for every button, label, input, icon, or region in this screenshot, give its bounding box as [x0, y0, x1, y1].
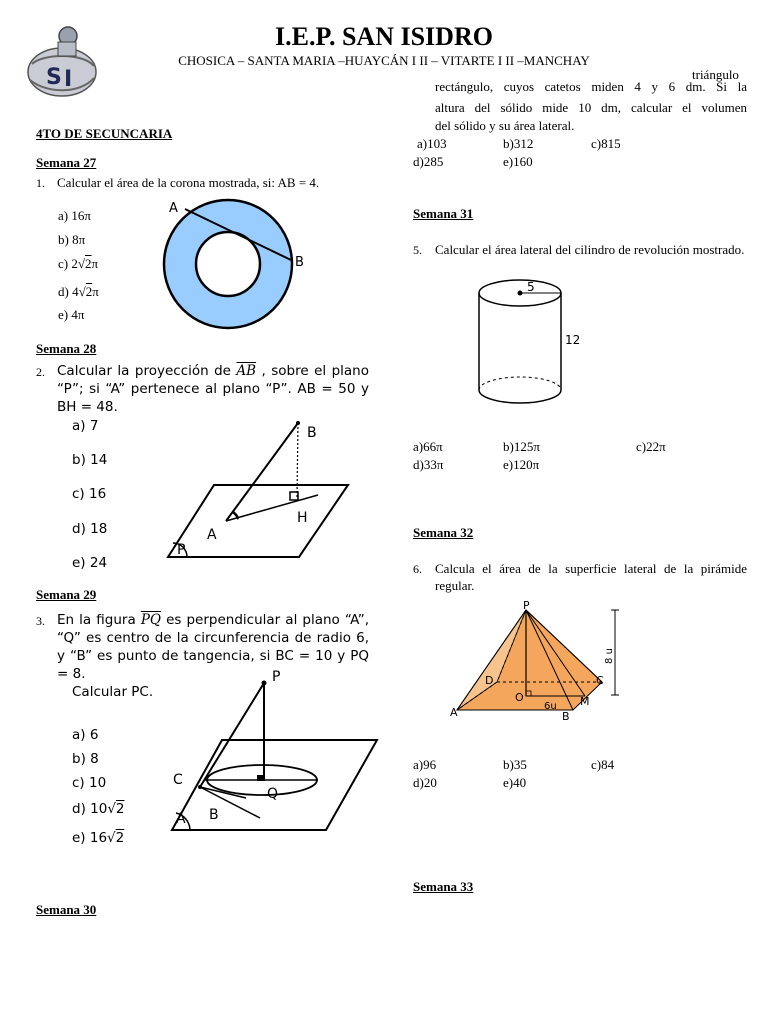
option-a: a)103 [417, 136, 447, 151]
question-3-text: En la figura $\overline{PQ}$ es perpendicular al plano “A”, “Q” es centro de la circunferencia de radio 6, y “B” es punto de tangencia, si BC = 10 y PQ = 8. [57, 612, 370, 682]
option-c: c)84 [591, 757, 615, 772]
option-b: b) 8π [58, 232, 86, 247]
label-radius: 5 [527, 280, 535, 294]
option-b: b)125π [503, 439, 540, 454]
option-c: c)22π [636, 439, 666, 454]
label-c: C [596, 674, 604, 687]
question-number: 5. [413, 243, 422, 257]
label-o: O [515, 691, 524, 704]
heading-semana-29: Semana 29 [36, 587, 97, 602]
label-c: C [173, 772, 183, 788]
projection-figure [165, 418, 355, 563]
question-6-text: Calcula el área de la superficie lateral de la pirámide regular. [435, 561, 747, 593]
option-a: a) 6 [72, 727, 99, 743]
label-8u: 8 u [604, 648, 615, 664]
inner-circle [196, 232, 260, 296]
option-d: d) 10√2 [72, 801, 125, 817]
option-d: d) 18 [72, 521, 108, 537]
option-b: b)35 [503, 757, 527, 772]
segment-pc [200, 683, 264, 787]
svg-text:S: S [46, 65, 62, 90]
label-a: A [176, 811, 186, 827]
option-a: a)66π [413, 439, 443, 454]
label-6u: 6u [544, 701, 557, 712]
heading-semana-31: Semana 31 [413, 206, 474, 221]
question-3-calc: Calcular PC. [72, 684, 154, 700]
option-b: b) 8 [72, 751, 99, 767]
option-d: d)33π [413, 457, 444, 472]
label-a: A [169, 201, 178, 216]
grade-heading: 4TO DE SECUNCARIA [36, 126, 173, 141]
option-d: d) 4√2π [58, 284, 99, 299]
label-b: B [562, 710, 570, 723]
option-d: d)20 [413, 775, 437, 790]
perpendicular-bh [297, 423, 298, 498]
option-a: a) 16π [58, 208, 91, 223]
continued-text-line2-clipped: rectángulo, cuyos catetos miden 4 y 6 dm. Si la [435, 79, 747, 94]
ring-figure [155, 192, 315, 337]
label-b: B [307, 425, 317, 441]
continued-text-line3: altura del sólido mide 10 dm, calcular el volumen [435, 100, 747, 115]
option-e: e) 24 [72, 555, 108, 571]
label-q: Q [267, 786, 279, 802]
page-subtitle: CHOSICA – SANTA MARIA –HUAYCÁN I II – VITARTE I II –MANCHAY [178, 53, 590, 68]
option-c: c)815 [591, 136, 621, 151]
question-2-text: Calcular la proyección de $\overline{AB}$ , sobre el plano “P”; si “A” pertenece al plano “P”. AB = 50 y BH = 48. [57, 363, 369, 415]
label-m: M [580, 695, 590, 708]
heading-semana-30: Semana 30 [36, 902, 97, 917]
tangent-figure [160, 663, 380, 838]
svg-text:I: I [64, 67, 73, 92]
label-b: B [295, 255, 304, 270]
continued-text-line4: del sólido y su área lateral. [435, 118, 575, 133]
option-e: e)40 [503, 775, 527, 790]
option-e: e) 4π [58, 307, 85, 322]
label-h: H [297, 510, 308, 526]
option-c: c) 16 [72, 486, 107, 502]
heading-semana-27: Semana 27 [36, 155, 97, 170]
option-b: b)312 [503, 136, 534, 151]
label-a: A [450, 706, 458, 719]
label-d: D [485, 674, 494, 687]
question-number: 6. [413, 562, 422, 576]
right-angle-mark [257, 775, 265, 781]
plane-a [172, 740, 377, 830]
heading-semana-28: Semana 28 [36, 341, 97, 356]
question-number: 1. [36, 176, 45, 190]
pyramid-figure [447, 598, 637, 726]
label-p: P [177, 542, 186, 558]
question-number: 3. [36, 614, 45, 628]
label-b: B [209, 807, 219, 823]
option-e: e)160 [503, 154, 533, 169]
plane-p [168, 485, 348, 557]
continued-text-line1: triángulo [692, 67, 739, 82]
option-e: e)120π [503, 457, 540, 472]
option-c: c) 10 [72, 775, 107, 791]
question-number: 2. [36, 365, 45, 379]
segment-ab [226, 423, 298, 521]
label-a: A [207, 527, 217, 543]
question-5-text: Calcular el área lateral del cilindro de revolución mostrado. [435, 242, 745, 257]
question-1-text: Calcular el área de la corona mostrada, si: AB = 4. [57, 175, 320, 190]
page-title: I.E.P. SAN ISIDRO [275, 22, 493, 51]
label-p: P [523, 599, 530, 612]
option-e: e) 16√2 [72, 830, 125, 846]
heading-semana-33: Semana 33 [413, 879, 474, 894]
option-a: a) 7 [72, 418, 99, 434]
option-b: b) 14 [72, 452, 108, 468]
option-d: d)285 [413, 154, 444, 169]
option-c: c) 2√2π [58, 256, 99, 271]
label-p: P [272, 669, 281, 685]
label-height: 12 [565, 333, 581, 347]
heading-semana-32: Semana 32 [413, 525, 474, 540]
cylinder-figure [472, 276, 592, 412]
option-a: a)96 [413, 757, 437, 772]
